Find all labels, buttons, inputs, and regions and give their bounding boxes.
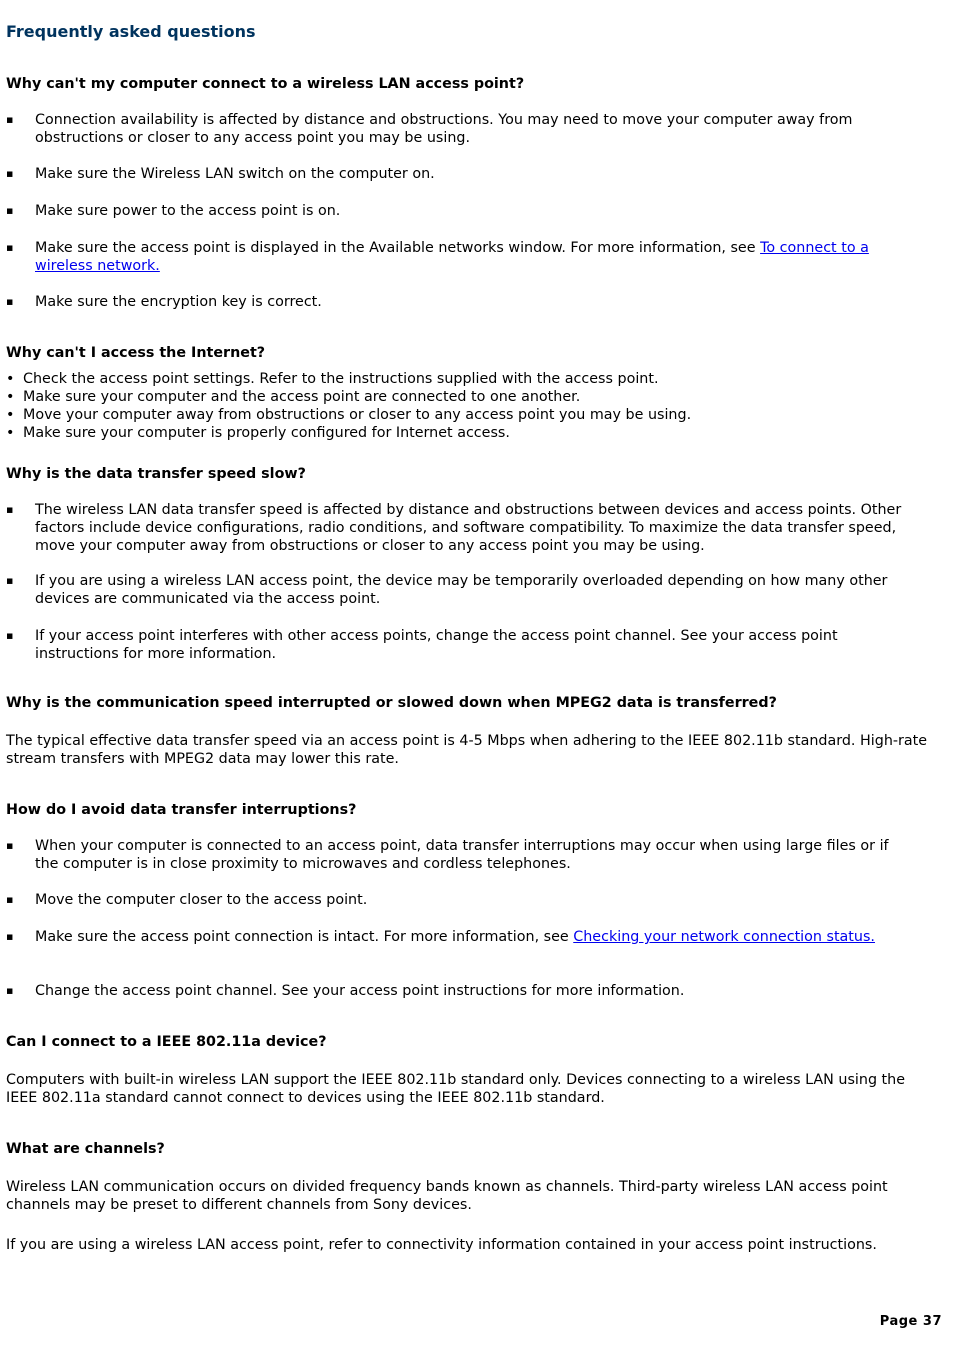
dot-bullet-icon: • <box>6 407 15 423</box>
question-heading: How do I avoid data transfer interruptions? <box>6 802 357 818</box>
list-item <box>6 627 914 663</box>
square-bullet-icon: ▪ <box>6 295 14 308</box>
list-item <box>6 424 926 442</box>
list-item-text: Make sure the encryption key is correct. <box>35 294 322 310</box>
question-heading: Why is the communication speed interrupted or slowed down when MPEG2 data is transferred? <box>6 695 777 711</box>
list-item <box>6 239 914 275</box>
square-bullet-icon: ▪ <box>6 113 14 126</box>
list-item <box>6 982 914 1000</box>
square-bullet-icon: ▪ <box>6 241 14 254</box>
square-bullet-icon: ▪ <box>6 930 14 943</box>
answer-paragraph: Computers with built-in wireless LAN support the IEEE 802.11b standard only. Devices connecting to a wireless LAN using the IEEE 802.11a standard cannot connect to devices using the IEEE 802.11b standard. <box>6 1072 906 1106</box>
list-item-text: If you are using a wireless LAN access point, the device may be temporarily overloaded depending on how many other devices are communicated via the access point. <box>35 573 888 607</box>
list-item <box>6 202 914 220</box>
answer-paragraph: The typical effective data transfer speed via an access point is 4-5 Mbps when adhering to the IEEE 802.11b standard. High-rate stream transfers with MPEG2 data may lower this rate. <box>6 733 928 767</box>
list-item <box>6 370 926 388</box>
list-item <box>6 837 914 873</box>
list-item-text: Make sure your computer and the access point are connected to one another. <box>23 389 581 405</box>
square-bullet-icon: ▪ <box>6 503 14 516</box>
list-item-text: Check the access point settings. Refer to the instructions supplied with the access point. <box>23 371 659 387</box>
list-item <box>6 293 914 311</box>
list-item <box>6 928 914 946</box>
list-item-text: Change the access point channel. See your access point instructions for more information. <box>35 983 685 999</box>
network-connection-status-link[interactable]: Checking your network connection status. <box>573 929 875 945</box>
dot-bullet-icon: • <box>6 425 15 441</box>
answer-paragraph: Wireless LAN communication occurs on divided frequency bands known as channels. Third-party wireless LAN access point channels may be preset to different channels from Sony devices. <box>6 1179 888 1213</box>
square-bullet-icon: ▪ <box>6 893 14 906</box>
dot-bullet-icon: • <box>6 389 15 405</box>
list-item-text: If your access point interferes with other access points, change the access point channel. See your access point instructions for more information. <box>35 628 838 662</box>
question-heading: What are channels? <box>6 1141 165 1157</box>
connect-wireless-network-link[interactable]: To connect to a wireless network. <box>35 240 869 274</box>
square-bullet-icon: ▪ <box>6 574 14 587</box>
list-item <box>6 388 926 406</box>
list-item-text: Make sure the Wireless LAN switch on the computer on. <box>35 166 435 182</box>
list-item-text: Make sure the access point connection is intact. For more information, see <box>35 929 574 945</box>
square-bullet-icon: ▪ <box>6 839 14 852</box>
list-item-text: Make sure power to the access point is on. <box>35 203 341 219</box>
list-item <box>6 501 914 555</box>
square-bullet-icon: ▪ <box>6 629 14 642</box>
list-item-text: The wireless LAN data transfer speed is affected by distance and obstructions between devices and access points. Other factors include device configurations, radio conditions, and software compatibility. To maximize the data transfer speed, move your computer away from obstructions or closer to any access point you may be using. <box>35 502 902 554</box>
list-item-text: Move the computer closer to the access point. <box>35 892 368 908</box>
list-item-text: Make sure your computer is properly configured for Internet access. <box>23 425 510 441</box>
question-heading: Why can't I access the Internet? <box>6 345 266 361</box>
square-bullet-icon: ▪ <box>6 984 14 997</box>
list-item <box>6 165 914 183</box>
list-item-text: Make sure the access point is displayed in the Available networks window. For more information, see <box>35 240 761 256</box>
question-heading: Can I connect to a IEEE 802.11a device? <box>6 1034 327 1050</box>
dot-bullet-icon: • <box>6 371 15 387</box>
list-item <box>6 111 914 147</box>
question-heading: Why can't my computer connect to a wireless LAN access point? <box>6 76 525 92</box>
list-item-text: When your computer is connected to an access point, data transfer interruptions may occur when using large files or if the computer is in close proximity to microwaves and cordless telephones. <box>35 838 889 872</box>
square-bullet-icon: ▪ <box>6 204 14 217</box>
list-item-text: Connection availability is affected by distance and obstructions. You may need to move your computer away from obstructions or closer to any access point you may be using. <box>35 112 853 146</box>
list-item <box>6 406 926 424</box>
list-item-text: Move your computer away from obstructions or closer to any access point you may be using. <box>23 407 692 423</box>
answer-paragraph: If you are using a wireless LAN access point, refer to connectivity information contained in your access point instructions. <box>6 1237 877 1253</box>
page-title: Frequently asked questions <box>6 22 256 41</box>
list-item <box>6 891 914 909</box>
page-number: Page 37 <box>879 1314 942 1329</box>
list-item <box>6 572 914 608</box>
question-heading: Why is the data transfer speed slow? <box>6 466 306 482</box>
square-bullet-icon: ▪ <box>6 167 14 180</box>
